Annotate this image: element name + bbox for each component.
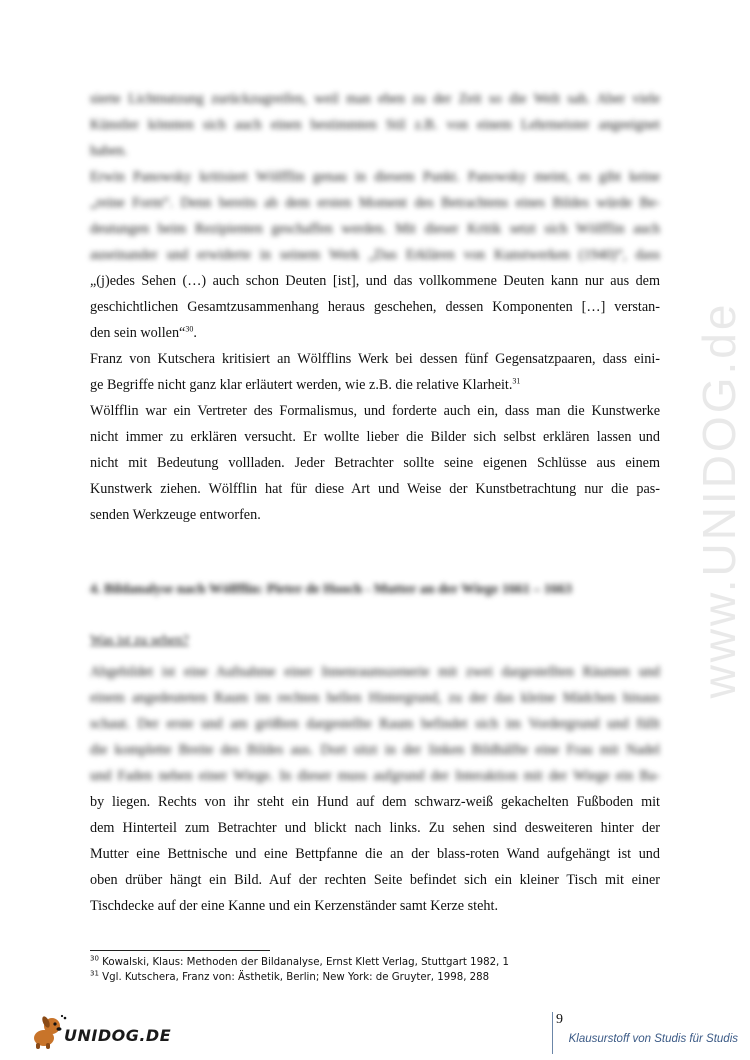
- text-line: „(j)edes Sehen (…) auch schon Deuten [ist], und das vollkommene Deuten kann nur aus dem: [90, 273, 660, 289]
- text-line: dem Hinterteil zum Betrachter und blickt nach links. Zu sehen sind desweiteren hinter der: [90, 820, 660, 836]
- blurred-paragraph-bottom: [90, 659, 660, 789]
- blurred-paragraph-top: [90, 86, 660, 268]
- footnote-text: Kowalski, Klaus: Methoden der Bildanalyse, Ernst Klett Verlag, Stuttgart 1982, 1: [102, 957, 510, 968]
- kutschera-end: ge Begriffe nicht ganz klar erläutert werden, wie z.B. die relative Klarheit.: [90, 377, 513, 393]
- footnote-number: 30: [90, 954, 99, 963]
- text-line: „reine Form“. Denn bereits ab dem ersten Moment des Betrachtens eines Bildes würde Be-: [90, 195, 660, 211]
- text-line: deutungen beim Rezipienten geschaffen werden. Mit dieser Kritik setzt sich Wölfflin auch: [90, 221, 660, 237]
- kutschera-paragraph: [90, 346, 660, 398]
- page-number-divider: [552, 1012, 553, 1054]
- text-line: und Faden neben einer Wiege. In dieser muss aufgrund der Interaktion mit der Wiege ein Ba-: [90, 768, 660, 784]
- text-line: sierte Lichtnutzung zurückzugreifen, weil man eben zu der Zeit so die Welt sah. Aber viele: [90, 91, 660, 107]
- text-line: senden Werkzeuge entworfen.: [90, 507, 261, 523]
- text-line: Künstler könnten sich auch einen bestimmten Stil z.B. von einem Lehrmeister angeeignet: [90, 117, 660, 133]
- footnote-text: Vgl. Kutschera, Franz von: Ästhetik, Berlin; New York: de Gruyter, 1998, 288: [102, 972, 490, 983]
- footnote-30: [90, 955, 670, 970]
- text-line: [90, 372, 660, 398]
- quote-end: den sein wollen“: [90, 325, 186, 341]
- footnote-ref: 30: [185, 324, 194, 334]
- footnote-ref: 31: [512, 376, 521, 386]
- text-line: schaut. Der erste und am größten dargestellte Raum befindet sich im Vordergrund und füllt: [90, 716, 660, 732]
- watermark-text: www.UNIDOG.de: [693, 301, 745, 699]
- text-line: nicht immer zu erklären versucht. Er wollte lieber die Bilder sich selbst erklären lassen und: [90, 429, 660, 445]
- logo-text: UNIDOG.DE: [64, 1026, 172, 1045]
- text-line: Tischdecke auf der eine Kanne und ein Kerzenständer samt Kerze steht.: [90, 898, 498, 914]
- text-line: Erwin Panowsky kritisiert Wölfflin genau in diesem Punkt. Panowsky meint, es gibt keine: [90, 169, 660, 185]
- footnotes: [90, 955, 670, 985]
- text-line: nicht mit Bedeutung vollladen. Jeder Betrachter sollte seine eigenen Schlüsse aus einem: [90, 455, 660, 471]
- text-line: einem angedeuteten Raum im rechten hellen Hintergrund, zu der das kleine Mädchen hinaus: [90, 690, 660, 706]
- footnote-number: 31: [90, 969, 99, 978]
- text-line: Mutter eine Bettnische und eine Bettpfanne die an der blass-roten Wand aufgehängt ist und: [90, 846, 660, 862]
- text-line: geschichtlichen Gesamtzusammenhang heraus geschehen, dessen Komponenten […] verstan-: [90, 299, 660, 315]
- footnote-divider: [90, 950, 270, 951]
- page-number: 9: [556, 1012, 563, 1027]
- unidog-logo: [28, 1012, 172, 1050]
- formalism-paragraph: [90, 398, 660, 528]
- quote-paragraph: [90, 268, 660, 346]
- text-line: die komplette Breite des Bildes aus. Dort sitzt in der linken Bildhälfte eine Frau mit Nadel: [90, 742, 660, 758]
- text-line: Abgebildet ist eine Aufnahme einer Innenraumszenerie mit zwei dargestellten Räumen und: [90, 664, 660, 680]
- section-heading: 4. Bildanalyse nach Wölfflin: Pieter de Hooch - Mutter an der Wiege 1661 – 1663: [90, 582, 572, 597]
- text-line: den sein wollen“$^{30}$.: [90, 324, 197, 341]
- text-line: Wölfflin war ein Vertreter des Formalismus, und forderte auch ein, dass man die Kunstwerke: [90, 403, 660, 419]
- text-line: auseinander und erwiderte in seinem Werk „Das Erklären von Kunstwerken (1940)“, dass: [90, 247, 660, 263]
- text-line: Franz von Kutschera kritisiert an Wölfflins Werk bei dessen fünf Gegensatzpaaren, dass eini-: [90, 351, 660, 367]
- text-line: oben drüber hängt ein Bild. Auf der rechten Seite befindet sich ein kleiner Tisch mit einer: [90, 872, 660, 888]
- footnote-31: [90, 970, 670, 985]
- watermark: [693, 260, 745, 740]
- dog-icon: [28, 1012, 68, 1050]
- footer-tagline: Klausurstoff von Studis für Studis: [568, 1033, 738, 1045]
- text-line: by liegen. Rechts von ihr steht ein Hund auf dem schwarz-weiß gekachelten Fußboden mit: [90, 794, 660, 810]
- text-line: Kunstwerk ziehen. Wölfflin hat für diese Art und Weise der Kunstbetrachtung nur die pas-: [90, 481, 660, 497]
- subheading: Was ist zu sehen?: [90, 633, 189, 648]
- description-paragraph: [90, 789, 660, 919]
- text-line: haben.: [90, 143, 128, 159]
